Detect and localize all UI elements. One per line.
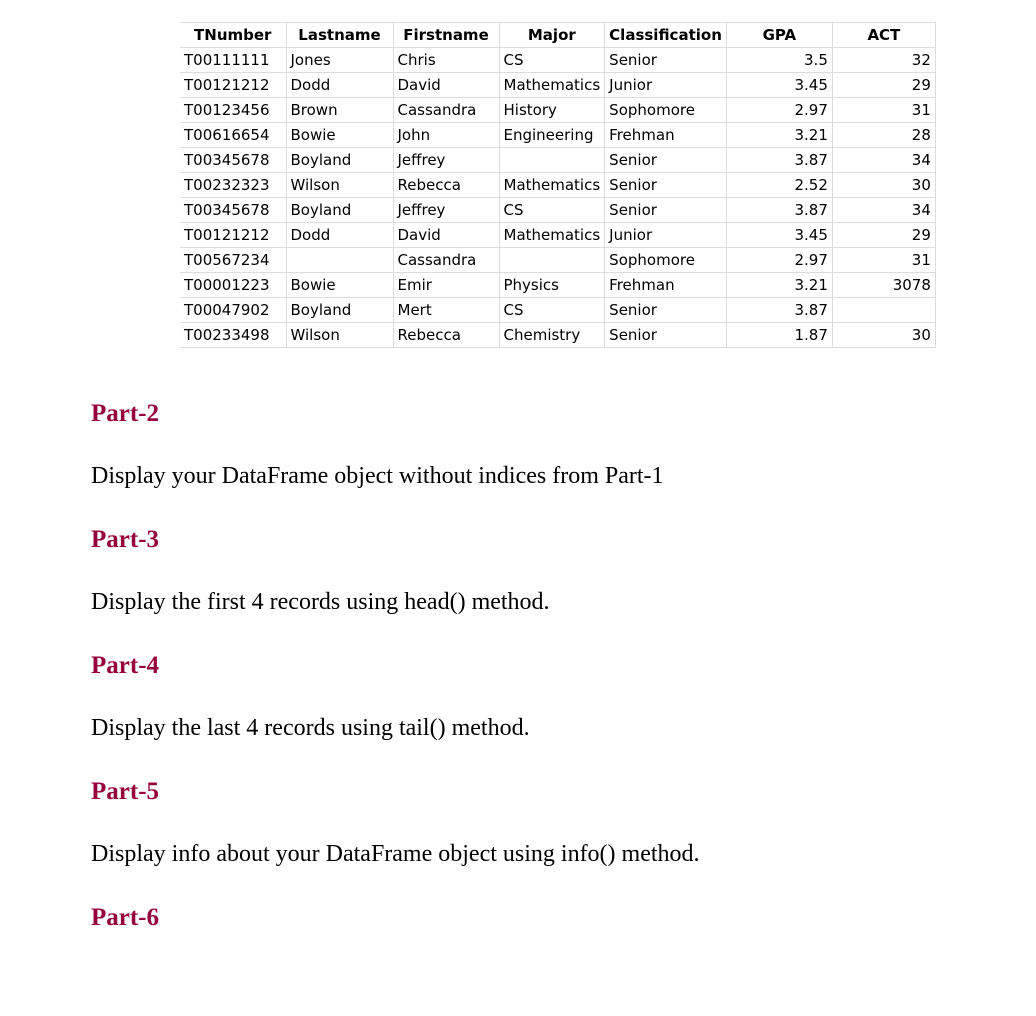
table-row <box>180 73 935 98</box>
cell-lastname: Boyland <box>286 198 393 223</box>
cell-tnumber: T00345678 <box>180 198 286 223</box>
header-classification: Classification <box>605 23 727 48</box>
cell-gpa: 2.97 <box>726 98 832 123</box>
cell-act: 31 <box>832 248 935 273</box>
cell-firstname: Mert <box>393 298 499 323</box>
table-row <box>180 173 935 198</box>
cell-firstname: Cassandra <box>393 98 499 123</box>
cell-gpa: 3.87 <box>726 148 832 173</box>
cell-classification: Sophomore <box>605 248 727 273</box>
cell-act: 29 <box>832 73 935 98</box>
cell-act <box>832 298 935 323</box>
cell-tnumber: T00047902 <box>180 298 286 323</box>
cell-tnumber: T00001223 <box>180 273 286 298</box>
cell-act: 30 <box>832 173 935 198</box>
cell-classification: Senior <box>605 173 727 198</box>
part-3-heading: Part-3 <box>91 526 160 553</box>
cell-classification: Junior <box>605 73 727 98</box>
table-row <box>180 323 935 348</box>
cell-classification: Frehman <box>605 273 727 298</box>
part-4-heading: Part-4 <box>91 652 160 679</box>
cell-firstname: Jeffrey <box>393 198 499 223</box>
cell-lastname <box>286 248 393 273</box>
cell-act: 30 <box>832 323 935 348</box>
header-act: ACT <box>832 23 935 48</box>
cell-major: CS <box>499 198 605 223</box>
cell-lastname: Bowie <box>286 123 393 148</box>
cell-gpa: 3.87 <box>726 198 832 223</box>
cell-act: 29 <box>832 223 935 248</box>
cell-gpa: 3.5 <box>726 48 832 73</box>
cell-major: CS <box>499 48 605 73</box>
table-row <box>180 198 935 223</box>
table-row <box>180 298 935 323</box>
cell-classification: Sophomore <box>605 98 727 123</box>
table-row <box>180 223 935 248</box>
table-row <box>180 48 935 73</box>
cell-major: Mathematics <box>499 73 605 98</box>
cell-tnumber: T00345678 <box>180 148 286 173</box>
cell-major: Chemistry <box>499 323 605 348</box>
cell-classification: Junior <box>605 223 727 248</box>
cell-major <box>499 148 605 173</box>
cell-firstname: Jeffrey <box>393 148 499 173</box>
cell-lastname: Dodd <box>286 73 393 98</box>
cell-lastname: Jones <box>286 48 393 73</box>
cell-lastname: Wilson <box>286 173 393 198</box>
cell-act: 28 <box>832 123 935 148</box>
cell-lastname: Brown <box>286 98 393 123</box>
header-row <box>180 23 935 48</box>
cell-act: 32 <box>832 48 935 73</box>
cell-act: 31 <box>832 98 935 123</box>
cell-gpa: 2.52 <box>726 173 832 198</box>
cell-lastname: Wilson <box>286 323 393 348</box>
cell-gpa: 1.87 <box>726 323 832 348</box>
cell-gpa: 3.87 <box>726 298 832 323</box>
cell-firstname: Emir <box>393 273 499 298</box>
cell-classification: Senior <box>605 298 727 323</box>
cell-firstname: Cassandra <box>393 248 499 273</box>
cell-major: Mathematics <box>499 223 605 248</box>
part-2-heading: Part-2 <box>91 400 160 427</box>
cell-classification: Senior <box>605 323 727 348</box>
cell-major: Mathematics <box>499 173 605 198</box>
cell-major: History <box>499 98 605 123</box>
cell-act: 34 <box>832 148 935 173</box>
cell-tnumber: T00121212 <box>180 223 286 248</box>
cell-classification: Senior <box>605 198 727 223</box>
part-5-heading: Part-5 <box>91 778 160 805</box>
cell-gpa: 3.45 <box>726 223 832 248</box>
table-row <box>180 123 935 148</box>
cell-firstname: Rebecca <box>393 323 499 348</box>
header-lastname: Lastname <box>286 23 393 48</box>
header-gpa: GPA <box>726 23 832 48</box>
cell-firstname: Chris <box>393 48 499 73</box>
cell-lastname: Bowie <box>286 273 393 298</box>
cell-firstname: David <box>393 223 499 248</box>
header-firstname: Firstname <box>393 23 499 48</box>
cell-lastname: Boyland <box>286 298 393 323</box>
cell-lastname: Boyland <box>286 148 393 173</box>
cell-tnumber: T00232323 <box>180 173 286 198</box>
cell-tnumber: T00616654 <box>180 123 286 148</box>
cell-firstname: Rebecca <box>393 173 499 198</box>
cell-gpa: 3.21 <box>726 273 832 298</box>
cell-act: 34 <box>832 198 935 223</box>
cell-classification: Senior <box>605 148 727 173</box>
cell-gpa: 2.97 <box>726 248 832 273</box>
cell-lastname: Dodd <box>286 223 393 248</box>
cell-tnumber: T00123456 <box>180 98 286 123</box>
part-6-heading: Part-6 <box>91 904 160 931</box>
cell-tnumber: T00121212 <box>180 73 286 98</box>
header-tnumber: TNumber <box>180 23 286 48</box>
assignment-text <box>91 392 991 958</box>
cell-firstname: John <box>393 123 499 148</box>
cell-act: 3078 <box>832 273 935 298</box>
cell-gpa: 3.45 <box>726 73 832 98</box>
cell-firstname: David <box>393 73 499 98</box>
table-row <box>180 273 935 298</box>
cell-gpa: 3.21 <box>726 123 832 148</box>
cell-major: CS <box>499 298 605 323</box>
student-spreadsheet <box>180 22 936 348</box>
cell-tnumber: T00567234 <box>180 248 286 273</box>
part-4-text: Display the last 4 records using tail() method. <box>91 715 530 741</box>
cell-major: Engineering <box>499 123 605 148</box>
header-major: Major <box>499 23 605 48</box>
table-row <box>180 148 935 173</box>
cell-tnumber: T00111111 <box>180 48 286 73</box>
cell-classification: Frehman <box>605 123 727 148</box>
table-row <box>180 98 935 123</box>
cell-major: Physics <box>499 273 605 298</box>
table-row <box>180 248 935 273</box>
part-3-text: Display the first 4 records using head() method. <box>91 589 550 615</box>
part-5-text: Display info about your DataFrame object using info() method. <box>91 841 700 867</box>
part-2-text: Display your DataFrame object without indices from Part-1 <box>91 463 664 489</box>
cell-classification: Senior <box>605 48 727 73</box>
cell-major <box>499 248 605 273</box>
cell-tnumber: T00233498 <box>180 323 286 348</box>
